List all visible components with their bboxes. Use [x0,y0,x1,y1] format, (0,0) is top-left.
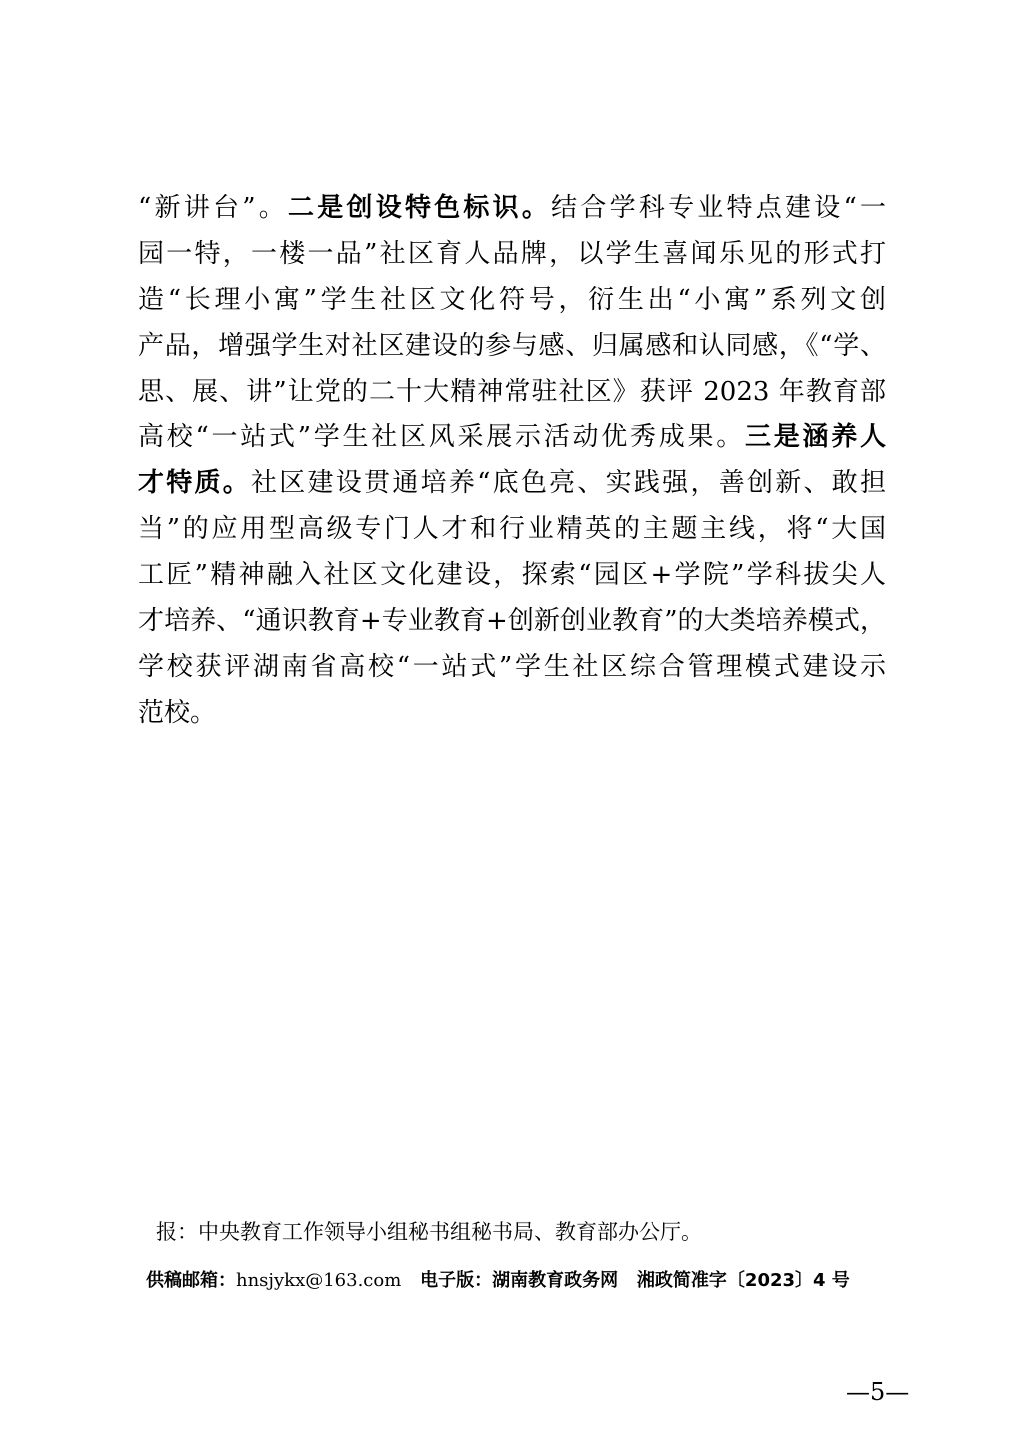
text-line [138,691,886,737]
text-line [138,645,886,691]
bold-heading-text: 才特质。 [138,468,252,499]
body-text-segment: 结合学科专业特点建设“一 [551,193,886,223]
body-text-segment: 高校“一站式”学生社区风采展示活动优秀成果。 [138,422,745,453]
bold-heading-text: 三是涵养人 [745,422,886,453]
page-number: —5— [846,1378,910,1406]
body-text-segment: “新讲台”。 [138,193,288,223]
bold-heading-text: 二是创设特色标识。 [288,193,552,223]
text-line [138,186,886,232]
body-text-segment: 社区建设贯通培养“底色亮、实践强，善创新、敢担 [251,468,886,499]
body-text-segment: 范校。 [138,697,217,728]
text-line [138,278,886,324]
body-text-segment: 园一特，一楼一品”社区育人品牌，以学生喜闻乐见的形式打 [138,238,886,269]
body-text-segment: 思、展、讲”让党的二十大精神常驻社区》获评 2023 年教育部 [138,376,886,407]
text-line [138,370,886,416]
body-text-segment: 造“长理小寓”学生社区文化符号，衍生出“小寓”系列文创 [138,284,886,315]
text-line [138,232,886,278]
body-text [138,186,886,737]
submission-info [146,1266,886,1296]
text-line [138,599,886,645]
body-text-segment: 才培养、“通识教育+专业教育+创新创业教育”的大类培养模式， [138,606,886,637]
email-address: hnsjykx@163.com [236,1270,402,1291]
body-text-segment: 产品，增强学生对社区建设的参与感、归属感和认同感，《“学、 [138,330,886,361]
body-text-segment: 学校获评湖南省高校“一站式”学生社区综合管理模式建设示 [138,651,886,682]
text-line [138,553,886,599]
approval-number: 湘政简准字〔2023〕4 号 [636,1270,850,1291]
body-text-segment: 工匠”精神融入社区文化建设，探索“园区+学院”学科拔尖人 [138,560,886,591]
electronic-version: 电子版：湖南教育政务网 [420,1270,619,1291]
email-label: 供稿邮箱： [146,1270,236,1291]
text-line [138,324,886,370]
text-line [138,415,886,461]
report-recipients: 报：中央教育工作领导小组秘书组秘书局、教育部办公厅。 [156,1220,702,1244]
body-text-segment: 当”的应用型高级专门人才和行业精英的主题主线，将“大国 [138,514,886,545]
text-line [138,507,886,553]
text-line [138,461,886,507]
